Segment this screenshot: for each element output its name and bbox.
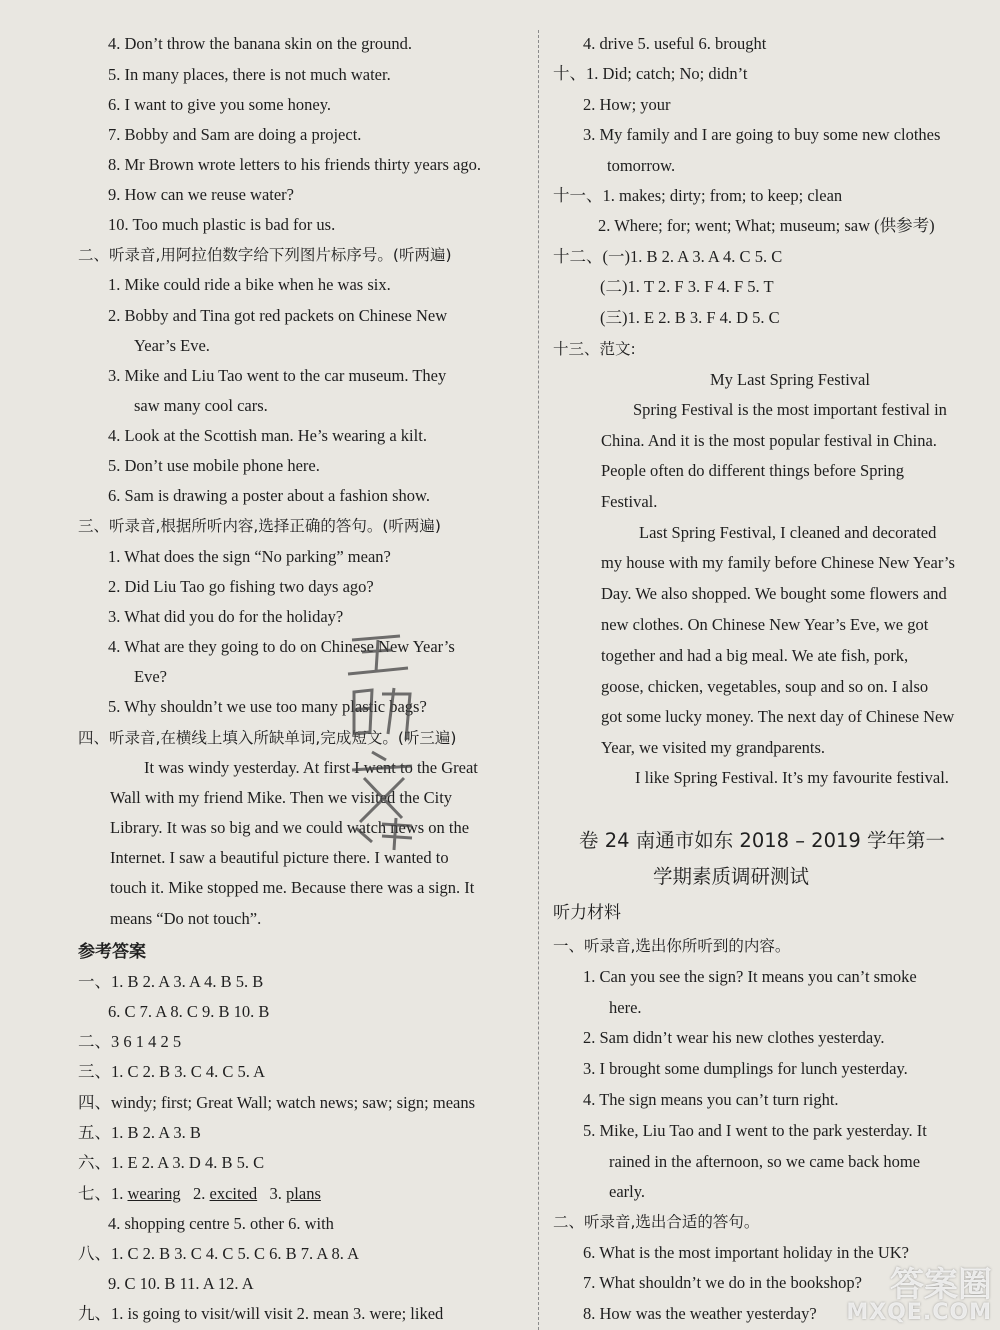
text-line: 10. Too much plastic is bad for us. — [108, 215, 336, 234]
section-heading: 二、听录音,选出合适的答句。 — [553, 1213, 760, 1231]
text-line: 1. Mike could ride a bike when he was six. — [108, 275, 391, 294]
answer-line: 9. C 10. B 11. A 12. A — [108, 1274, 254, 1293]
answer-line: 2. Where; for; went; What; museum; saw (供参考) — [598, 216, 935, 235]
answer-line: 3. My family and I are going to buy some new clothes — [583, 125, 941, 144]
text-line: Eve? — [134, 667, 167, 686]
text-line: Wall with my friend Mike. Then we visited the City — [110, 788, 453, 807]
answer-number: 2. — [193, 1184, 210, 1203]
text-line: 8. Mr Brown wrote letters to his friends thirty years ago. — [108, 155, 482, 174]
answer-line: 四、windy; first; Great Wall; watch news; saw; sign; means — [78, 1093, 476, 1112]
answer-line: (二)1. T 2. F 3. F 4. F 5. T — [600, 277, 774, 296]
essay-line: Year, we visited my grandparents. — [601, 738, 826, 757]
essay-title: My Last Spring Festival — [710, 370, 870, 389]
section-heading: 三、听录音,根据所听内容,选择正确的答句。(听两遍) — [78, 517, 441, 535]
text-line: 1. Can you see the sign? It means you can’t smoke — [583, 967, 917, 986]
essay-line: Spring Festival is the most important festival in — [633, 400, 947, 419]
text-line: Internet. I saw a beautiful picture there. I wanted to — [110, 848, 449, 867]
answer-line: 二、3 6 1 4 2 5 — [78, 1032, 182, 1051]
text-line: 4. The sign means you can’t turn right. — [583, 1090, 839, 1109]
section-heading: 十三、范文: — [553, 340, 636, 358]
essay-line: China. And it is the most popular festival in China. — [601, 431, 937, 450]
answer-line: (三)1. E 2. B 3. F 4. D 5. C — [600, 308, 780, 327]
answer-line: 十、1. Did; catch; No; didn’t — [553, 64, 748, 83]
answer-word: wearing — [127, 1184, 181, 1203]
text-line: 4. Look at the Scottish man. He’s wearing a kilt. — [108, 426, 427, 445]
text-line: saw many cool cars. — [134, 396, 268, 415]
text-line: 4. What are they going to do on Chinese New Year’s — [108, 637, 455, 656]
watermark-logo-text: 答案圈 — [890, 1265, 992, 1305]
text-line: 7. What shouldn’t we do in the bookshop? — [583, 1273, 862, 1292]
answer-line: 一、1. B 2. A 3. A 4. B 5. B — [78, 972, 264, 991]
site-watermark — [846, 1265, 992, 1325]
essay-line: Last Spring Festival, I cleaned and decorated — [639, 523, 937, 542]
text-line: 7. Bobby and Sam are doing a project. — [108, 125, 362, 144]
text-line: Library. It was so big and we could watch news on the — [110, 818, 470, 837]
answer-line: 2. How; your — [583, 95, 671, 114]
text-line: 5. Mike, Liu Tao and I went to the park yesterday. It — [583, 1121, 927, 1140]
answer-line: 6. C 7. A 8. C 9. B 10. B — [108, 1002, 270, 1021]
answer-line: 三、1. C 2. B 3. C 4. C 5. A — [78, 1062, 266, 1081]
essay-line: goose, chicken, vegetables, soup and so on. I also — [601, 677, 929, 696]
text-line: 6. What is the most important holiday in the UK? — [583, 1243, 909, 1262]
answer-line — [78, 1183, 321, 1205]
text-line: 5. Don’t use mobile phone here. — [108, 456, 320, 475]
essay-line: I like Spring Festival. It’s my favourite festival. — [635, 768, 949, 787]
text-line: 3. Mike and Liu Tao went to the car museum. They — [108, 366, 447, 385]
answer-line: 六、1. E 2. A 3. D 4. B 5. C — [78, 1153, 265, 1172]
essay-line: my house with my family before Chinese New Year’s — [601, 553, 955, 572]
text-line: 2. Bobby and Tina got red packets on Chinese New — [108, 306, 448, 325]
text-line: early. — [609, 1182, 646, 1201]
answer-number: 3. — [269, 1184, 287, 1203]
text-line: 8. How was the weather yesterday? — [583, 1304, 817, 1323]
essay-line: People often do different things before Spring — [601, 461, 905, 480]
section-heading: 四、听录音,在横线上填入所缺单词,完成短文。(听三遍) — [78, 729, 457, 747]
text-line: 3. What did you do for the holiday? — [108, 607, 344, 626]
handwritten-strokes — [342, 622, 422, 852]
answer-line: tomorrow. — [607, 156, 676, 175]
text-line: 5. In many places, there is not much water. — [108, 65, 391, 84]
essay-line: Day. We also shopped. We bought some flowers and — [601, 584, 947, 603]
text-line: touch it. Mike stopped me. Because there was a sign. It — [110, 878, 475, 897]
listening-material-heading: 听力材料 — [553, 903, 621, 923]
answer-line: 十二、(一)1. B 2. A 3. A 4. C 5. C — [553, 247, 783, 266]
text-line: 4. Don’t throw the banana skin on the ground. — [108, 34, 412, 53]
text-line: It was windy yesterday. At first I went to the Great — [144, 758, 478, 777]
text-line: 6. I want to give you some honey. — [108, 95, 332, 114]
answer-line: 八、1. C 2. B 3. C 4. C 5. C 6. B 7. A 8. A — [78, 1244, 360, 1263]
answer-number: 七、1. — [78, 1184, 128, 1203]
text-line: 2. Did Liu Tao go fishing two days ago? — [108, 577, 374, 596]
paper-subtitle: 学期素质调研测试 — [653, 865, 810, 888]
text-line: 9. How can we reuse water? — [108, 185, 294, 204]
text-line: 2. Sam didn’t wear his new clothes yesterday. — [583, 1028, 885, 1047]
answer-line: 4. shopping centre 5. other 6. with — [108, 1214, 334, 1233]
handwritten-watermark — [342, 622, 386, 842]
answer-word: plans — [286, 1184, 321, 1203]
text-line: here. — [609, 998, 642, 1017]
text-line: 1. What does the sign “No parking” mean? — [108, 547, 391, 566]
column-divider — [538, 30, 539, 1330]
answer-line: 4. drive 5. useful 6. brought — [583, 34, 767, 53]
section-heading: 二、听录音,用阿拉伯数字给下列图片标序号。(听两遍) — [78, 246, 452, 264]
text-line: means “Do not touch”. — [110, 909, 262, 928]
paper-title: 卷 24 南通市如东 2018 – 2019 学年第一 — [579, 829, 946, 852]
section-heading: 一、听录音,选出你所听到的内容。 — [553, 937, 791, 955]
essay-line: together and had a big meal. We ate fish, pork, — [601, 646, 909, 665]
text-line: 3. I brought some dumplings for lunch yesterday. — [583, 1059, 908, 1078]
essay-line: Festival. — [601, 492, 658, 511]
answer-word: excited — [209, 1184, 258, 1203]
watermark-url: MXQE.COM — [846, 1300, 992, 1325]
text-line: Year’s Eve. — [134, 336, 210, 355]
answer-line: 九、1. is going to visit/will visit 2. mean 3. were; liked — [78, 1304, 444, 1323]
essay-line: new clothes. On Chinese New Year’s Eve, we got — [601, 615, 929, 634]
answers-heading: 参考答案 — [78, 942, 146, 962]
essay-line: got some lucky money. The next day of Chinese New — [601, 707, 955, 726]
text-line: rained in the afternoon, so we came back home — [609, 1152, 921, 1171]
text-line: 6. Sam is drawing a poster about a fashion show. — [108, 486, 430, 505]
text-line: 5. Why shouldn’t we use too many plastic bags? — [108, 697, 427, 716]
answer-line: 五、1. B 2. A 3. B — [78, 1123, 201, 1142]
answer-line: 十一、1. makes; dirty; from; to keep; clean — [553, 186, 843, 205]
